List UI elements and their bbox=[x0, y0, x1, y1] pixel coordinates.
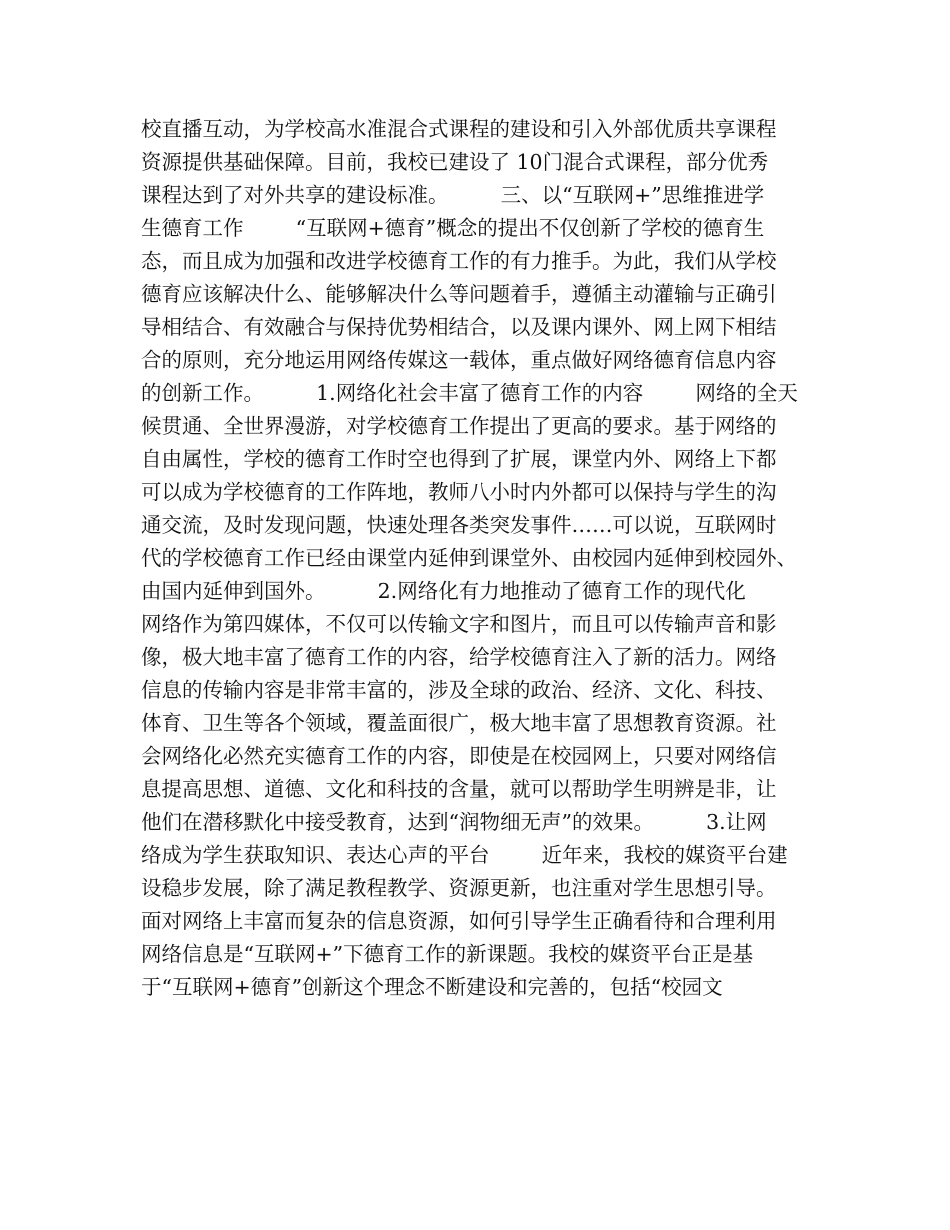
text-line: 体育、卫生等各个领域，覆盖面很广，极大地丰富了思想教育资源。社 bbox=[141, 711, 777, 735]
text-line: 网络作为第四媒体，不仅可以传输文字和图片，而且可以传输声音和影 bbox=[141, 612, 777, 636]
text-line: 他们在潜移默化中接受教育，达到“润物细无声”的效果。 3.让网 bbox=[141, 810, 767, 834]
text-line: 息提高思想、道德、文化和科技的含量，就可以帮助学生明辨是非，让 bbox=[141, 777, 777, 801]
text-line: 合的原则，充分地运用网络传媒这一载体，重点做好网络德育信息内容 bbox=[141, 348, 777, 372]
text-line: 络成为学生获取知识、表达心声的平台 近年来，我校的媒资平台建 bbox=[141, 843, 788, 867]
text-line: 面对网络上丰富而复杂的信息资源，如何引导学生正确看待和合理利用 bbox=[141, 909, 777, 933]
text-line: 态，而且成为加强和改进学校德育工作的有力推手。为此，我们从学校 bbox=[141, 249, 777, 273]
text-line: 通交流，及时发现问题，快速处理各类突发事件……可以说，互联网时 bbox=[141, 513, 777, 537]
text-line: 像，极大地丰富了德育工作的内容，给学校德育注入了新的活力。网络 bbox=[141, 645, 777, 669]
text-line: 于“互联网+德育”创新这个理念不断建设和完善的，包括“校园文 bbox=[141, 975, 723, 999]
text-line: 候贯通、全世界漫游，对学校德育工作提出了更高的要求。基于网络的 bbox=[141, 414, 777, 438]
text-line: 设稳步发展，除了满足教程教学、资源更新，也注重对学生思想引导。 bbox=[141, 876, 777, 900]
text-line: 网络信息是“互联网+”下德育工作的新课题。我校的媒资平台正是基 bbox=[141, 942, 754, 966]
text-line: 资源提供基础保障。目前，我校已建设了 10门混合式课程，部分优秀 bbox=[141, 150, 769, 174]
text-line: 德育应该解决什么、能够解决什么等问题着手，遵循主动灌输与正确引 bbox=[141, 282, 777, 306]
body-text bbox=[141, 113, 821, 1004]
text-line: 可以成为学校德育的工作阵地，教师八小时内外都可以保持与学生的沟 bbox=[141, 480, 777, 504]
text-line: 校直播互动，为学校高水准混合式课程的建设和引入外部优质共享课程 bbox=[141, 117, 777, 141]
text-line: 导相结合、有效融合与保持优势相结合，以及课内课外、网上网下相结 bbox=[141, 315, 777, 339]
text-line: 代的学校德育工作已经由课堂内延伸到课堂外、由校园内延伸到校园外、 bbox=[141, 546, 797, 570]
text-line: 信息的传输内容是非常丰富的，涉及全球的政治、经济、文化、科技、 bbox=[141, 678, 777, 702]
text-line: 由国内延伸到国外。 2.网络化有力地推动了德育工作的现代化 bbox=[141, 579, 746, 603]
text-line: 的创新工作。 1.网络化社会丰富了德育工作的内容 网络的全天 bbox=[141, 381, 798, 405]
text-line: 生德育工作 “互联网+德育”概念的提出不仅创新了学校的德育生 bbox=[141, 216, 765, 240]
text-line: 自由属性，学校的德育工作时空也得到了扩展，课堂内外、网络上下都 bbox=[141, 447, 777, 471]
text-line: 会网络化必然充实德育工作的内容，即使是在校园网上，只要对网络信 bbox=[141, 744, 777, 768]
text-line: 课程达到了对外共享的建设标准。 三、以“互联网+”思维推进学 bbox=[141, 183, 765, 207]
